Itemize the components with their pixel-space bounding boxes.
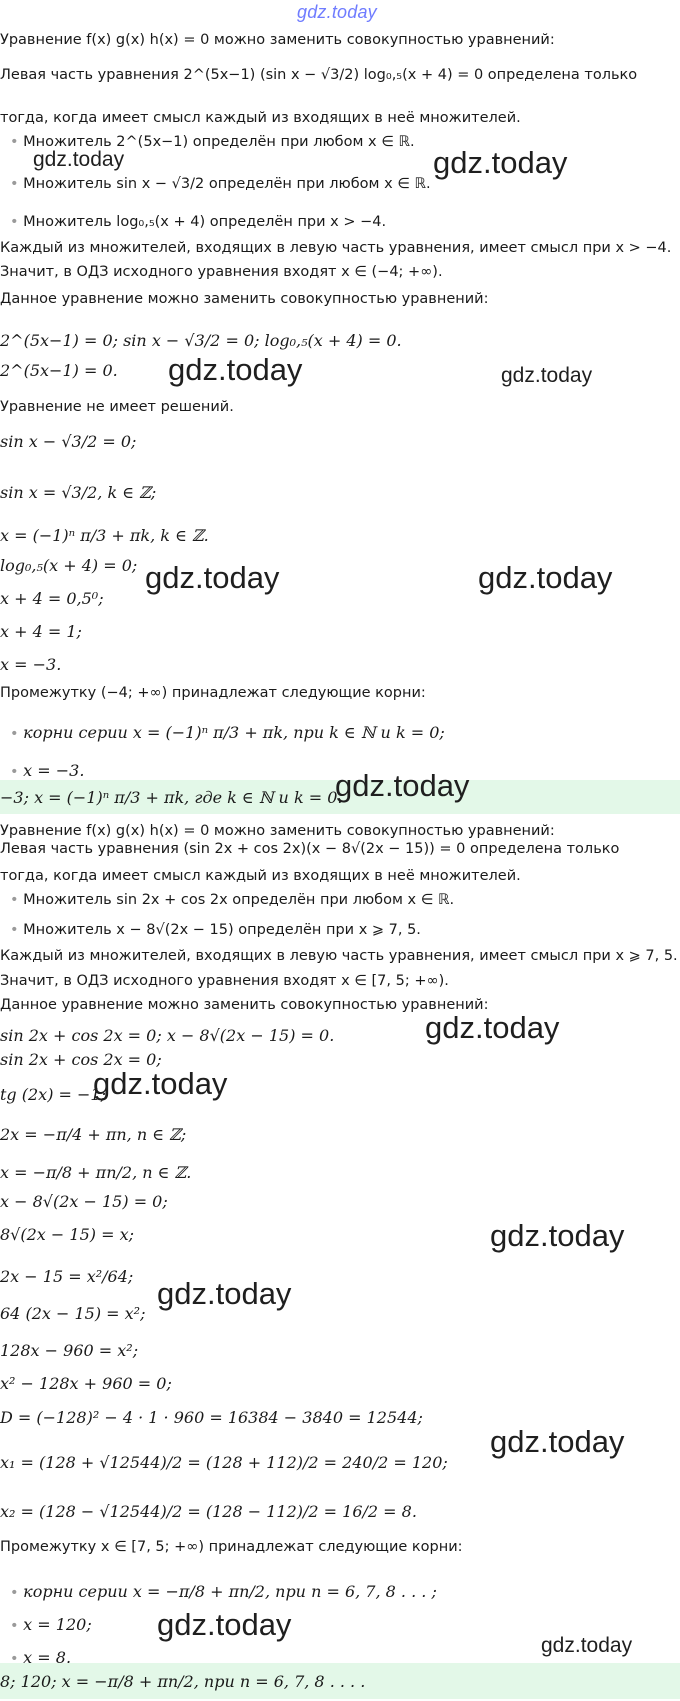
watermark: gdz.today <box>425 1010 560 1045</box>
watermark: gdz.today <box>541 1634 633 1657</box>
watermark: gdz.today <box>490 1218 625 1253</box>
equation: sin x − √3/2 = 0; <box>0 432 137 451</box>
root-bullet: • x = 120; <box>10 1615 92 1634</box>
domain-conclusion: Каждый из множителей, входящих в левую часть уравнения, имеет смысл при x > −4. <box>0 240 672 256</box>
root-bullet: • корни серии x = −π/8 + πn/2, при n = 6, 7, 8 . . . ; <box>10 1582 437 1601</box>
domain-line: Левая часть уравнения 2^(5x−1) (sin x − √3/2) log₀,₅(x + 4) = 0 определена только <box>0 67 638 83</box>
equation: 2^(5x−1) = 0; sin x − √3/2 = 0; log₀,₅(x + 4) = 0. <box>0 331 402 350</box>
watermark: gdz.today <box>168 352 303 387</box>
odz-line: Значит, в ОДЗ исходного уравнения входят x ∈ (−4; +∞). <box>0 264 443 280</box>
equation: x² − 128x + 960 = 0; <box>0 1374 172 1393</box>
equation: x = (−1)ⁿ π/3 + πk, k ∈ ℤ. <box>0 526 209 545</box>
watermark: gdz.today <box>157 1607 292 1642</box>
equation: sin x = √3/2, k ∈ ℤ; <box>0 483 157 502</box>
site-logo[interactable]: gdz.today <box>297 2 377 22</box>
domain-line-cont: тогда, когда имеет смысл каждый из входящих в неё множителей. <box>0 110 521 126</box>
watermark: gdz.today <box>145 560 280 595</box>
factor-bullet: • Множитель 2^(5x−1) определён при любом x ∈ ℝ. <box>10 134 415 150</box>
system-intro: Данное уравнение можно заменить совокупностью уравнений: <box>0 997 489 1013</box>
equation: 2x = −π/4 + πn, n ∈ ℤ; <box>0 1125 187 1144</box>
watermark: gdz.today <box>335 768 470 803</box>
equation: 64 (2x − 15) = x²; <box>0 1304 146 1323</box>
interval-roots-intro: Промежутку x ∈ [7, 5; +∞) принадлежат следующие корни: <box>0 1539 463 1555</box>
watermark: gdz.today <box>93 1066 228 1101</box>
system-intro: Данное уравнение можно заменить совокупностью уравнений: <box>0 291 489 307</box>
equation: D = (−128)² − 4 · 1 · 960 = 16384 − 3840 = 12544; <box>0 1408 423 1427</box>
equation: tg (2x) = −1; <box>0 1085 106 1104</box>
factor-bullet: • Множитель sin 2x + cos 2x определён при любом x ∈ ℝ. <box>10 892 455 908</box>
answer-2: 8; 120; x = −π/8 + πn/2, при n = 6, 7, 8 . . . . <box>0 1672 366 1691</box>
equation: sin 2x + cos 2x = 0; <box>0 1050 162 1069</box>
watermark: gdz.today <box>433 145 568 180</box>
equation: x₂ = (128 − √12544)/2 = (128 − 112)/2 = 16/2 = 8. <box>0 1502 417 1521</box>
root-bullet: • x = 8. <box>10 1648 72 1667</box>
equation: x₁ = (128 + √12544)/2 = (128 + 112)/2 = 240/2 = 120; <box>0 1453 448 1472</box>
watermark: gdz.today <box>33 148 125 171</box>
root-bullet: • корни серии x = (−1)ⁿ π/3 + πk, при k ∈ ℕ и k = 0; <box>10 723 445 742</box>
intro-line: Уравнение f(x) g(x) h(x) = 0 можно заменить совокупностью уравнений: <box>0 823 555 839</box>
equation: x − 8√(2x − 15) = 0; <box>0 1192 168 1211</box>
watermark: gdz.today <box>478 560 613 595</box>
equation: 128x − 960 = x²; <box>0 1341 139 1360</box>
factor-bullet: • Множитель x − 8√(2x − 15) определён при x ⩾ 7, 5. <box>10 922 421 938</box>
watermark: gdz.today <box>490 1424 625 1459</box>
odz-line: Значит, в ОДЗ исходного уравнения входят x ∈ [7, 5; +∞). <box>0 973 449 989</box>
factor-bullet: • Множитель sin x − √3/2 определён при любом x ∈ ℝ. <box>10 176 431 192</box>
equation: x = −3. <box>0 655 62 674</box>
intro-line: Уравнение f(x) g(x) h(x) = 0 можно заменить совокупностью уравнений: <box>0 32 555 48</box>
no-solution-text: Уравнение не имеет решений. <box>0 399 234 415</box>
factor-bullet: • Множитель log₀,₅(x + 4) определён при x > −4. <box>10 214 387 230</box>
equation: x + 4 = 1; <box>0 622 82 641</box>
root-bullet: • x = −3. <box>10 761 85 780</box>
domain-line-cont: тогда, когда имеет смысл каждый из входящих в неё множителей. <box>0 868 521 884</box>
equation: x = −π/8 + πn/2, n ∈ ℤ. <box>0 1163 192 1182</box>
domain-line: Левая часть уравнения (sin 2x + cos 2x)(x − 8√(2x − 15)) = 0 определена только <box>0 841 620 857</box>
equation: 2x − 15 = x²/64; <box>0 1267 134 1286</box>
equation: log₀,₅(x + 4) = 0; <box>0 556 138 575</box>
answer-1: −3; x = (−1)ⁿ π/3 + πk, где k ∈ ℕ и k = 0. <box>0 788 343 807</box>
domain-conclusion: Каждый из множителей, входящих в левую часть уравнения, имеет смысл при x ⩾ 7, 5. <box>0 948 678 964</box>
equation: sin 2x + cos 2x = 0; x − 8√(2x − 15) = 0. <box>0 1026 335 1045</box>
watermark: gdz.today <box>501 364 593 387</box>
equation: x + 4 = 0,5⁰; <box>0 589 104 608</box>
interval-roots-intro: Промежутку (−4; +∞) принадлежат следующие корни: <box>0 685 426 701</box>
equation: 8√(2x − 15) = x; <box>0 1225 134 1244</box>
equation: 2^(5x−1) = 0. <box>0 361 118 380</box>
watermark: gdz.today <box>157 1276 292 1311</box>
